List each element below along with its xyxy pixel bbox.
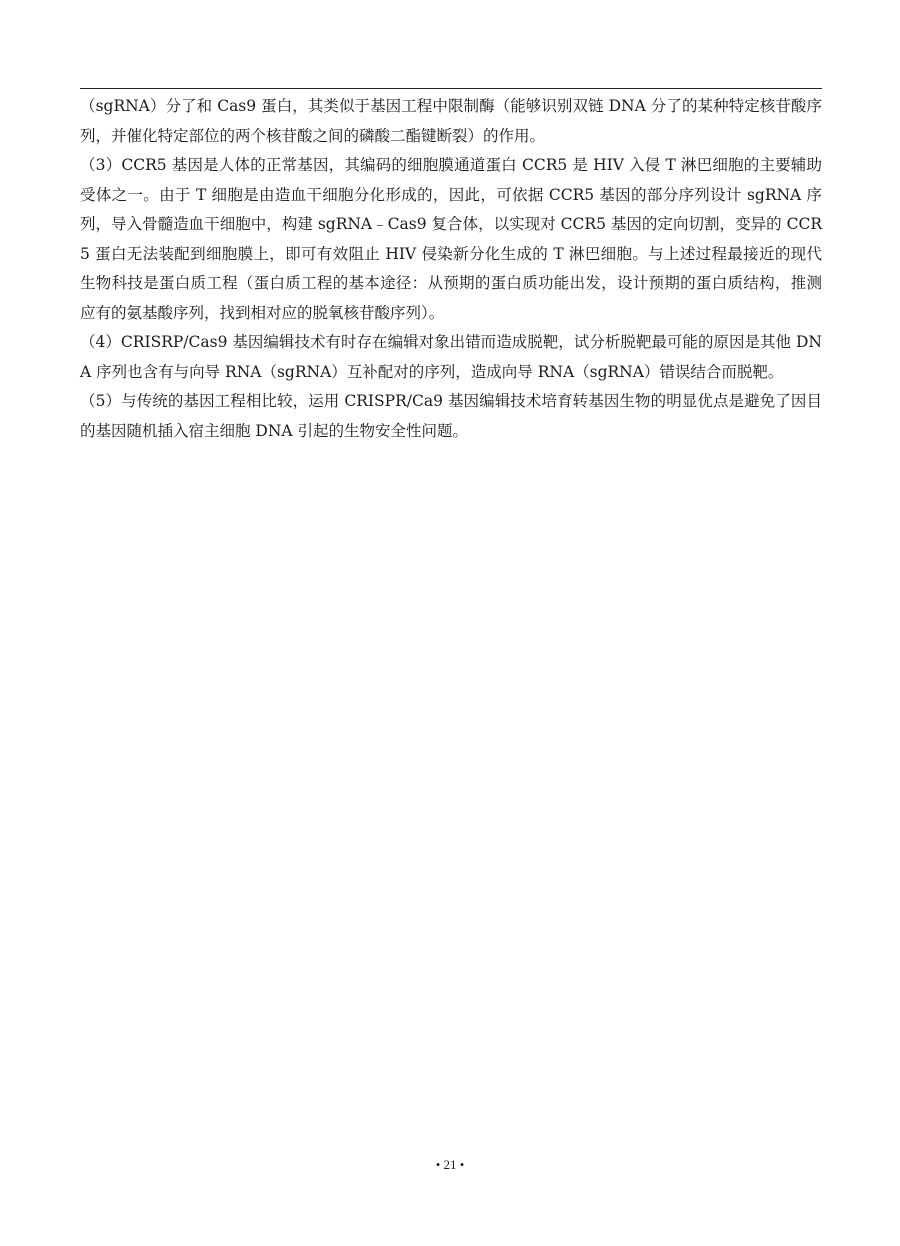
page-body [80, 92, 822, 446]
paragraph-item-5: （5）与传统的基因工程相比较，运用 CRISPR/Ca9 基因编辑技术培育转基因生物的明显优点是避免了因目的基因随机插入宿主细胞 DNA 引起的生物安全性问题。 [80, 392, 822, 440]
page-number: • 21 • [435, 1157, 465, 1172]
paragraph-continuation: （sgRNA）分了和 Cas9 蛋白，其类似于基因工程中限制酶（能够识别双链 DNA 分了的某种特定核苷酸序列，并催化特定部位的两个核苷酸之间的磷酸二酯键断裂）的作用。 [80, 97, 822, 145]
header-rule [80, 88, 822, 89]
paragraph-item-3: （3）CCR5 基因是人体的正常基因，其编码的细胞膜通道蛋白 CCR5 是 HIV 入侵 T 淋巴细胞的主要辅助受体之一。由于 T 细胞是由造血干细胞分化形成的，因此，可依据 CCR5 基因的部分序列设计 sgRNA 序列，导入骨髓造血干细胞中，构建 sgRNA﹣Cas9 复合体，以实现对 CCR5 基因的定向切割，变异的 CCR5 蛋白无法装配到细胞膜上，即可有效阻止 HIV 侵染新分化生成的 T 淋巴细胞。与上述过程最接近的现代生物科技是蛋白质工程（蛋白质工程的基本途径：从预期的蛋白质功能出发，设计预期的蛋白质结构，推测应有的氨基酸序列，找到相对应的脱氧核苷酸序列）。 [80, 156, 822, 322]
paragraph-item-4: （4）CRISRP/Cas9 基因编辑技术有时存在编辑对象出错而造成脱靶，试分析脱靶最可能的原因是其他 DNA 序列也含有与向导 RNA（sgRNA）互补配对的序列，造成向导 RNA（sgRNA）错误结合而脱靶。 [80, 333, 822, 381]
